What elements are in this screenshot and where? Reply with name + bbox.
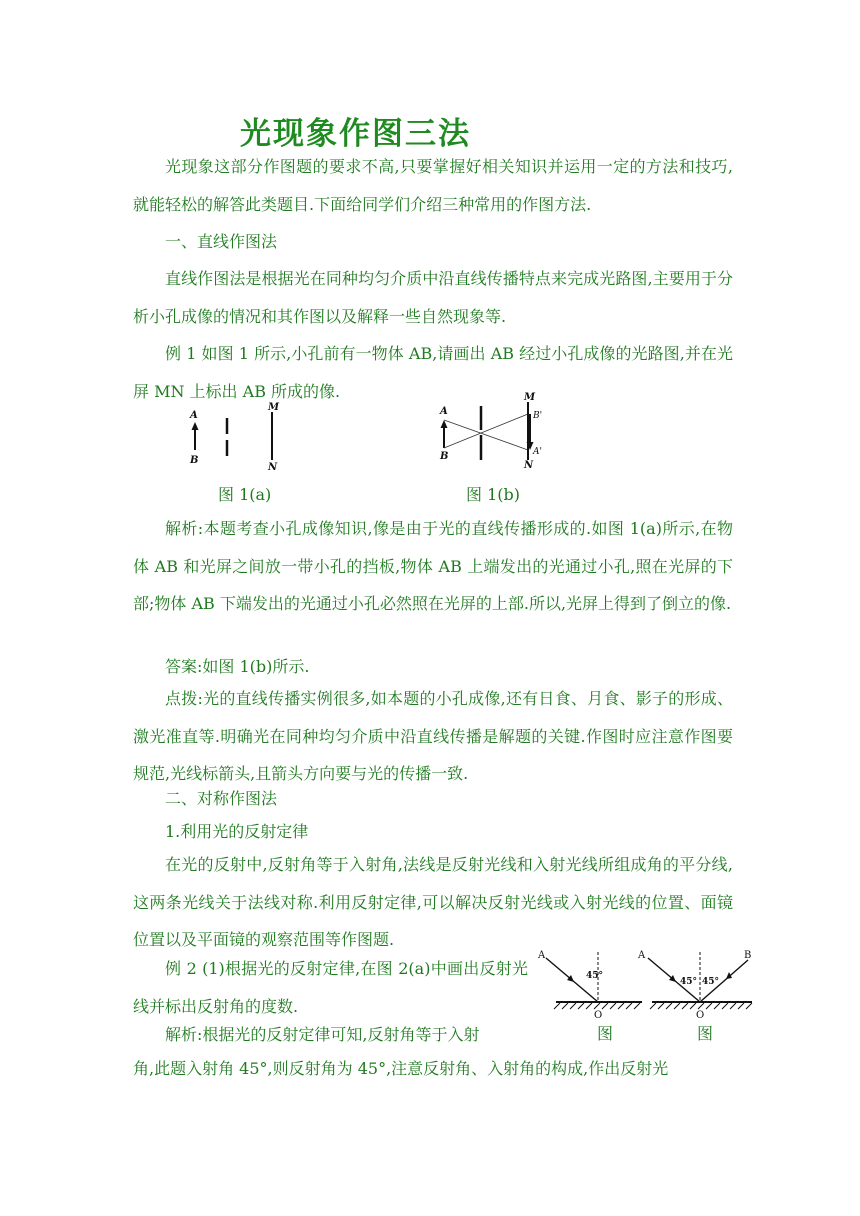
label-A: A <box>538 950 546 961</box>
intro-paragraph: 光现象这部分作图题的要求不高,只要掌握好相关知识并运用一定的方法和技巧,就能轻松的解答此类题目.下面给同学们介绍三种常用的作图方法. <box>133 157 733 214</box>
example1-text: 例 1 如图 1 所示,小孔前有一物体 AB,请画出 AB 经过小孔成像的光路图,并在光屏 MN 上标出 AB 所成的像. <box>133 344 733 401</box>
label-B: B <box>440 451 449 462</box>
section2-heading: 二、对称作图法 <box>165 789 278 808</box>
label-B-prime: B' <box>533 411 543 421</box>
figure-1b-caption: 图 1(b) <box>466 485 520 504</box>
figure-1a-caption: 图 1(a) <box>218 485 272 504</box>
tip1-paragraph: 点拨:光的直线传播实例很多,如本题的小孔成像,还有日食、月食、影子的形成、激光准直等.明确光在同种均匀介质中沿直线传播是解题的关键.作图时应注意作图要规范,光线标箭头,且箭头方向要与光的传播一致. <box>133 689 733 783</box>
label-O: O <box>696 1010 705 1020</box>
analysis2-line1: 解析:根据光的反射定律可知,反射角等于入射 <box>165 1025 480 1044</box>
label-N: N <box>524 460 534 471</box>
label-A-prime: A' <box>533 447 542 457</box>
analysis1-paragraph: 解析:本题考查小孔成像知识,像是由于光的直线传播形成的.如图 1(a)所示,在物体 AB 和光屏之间放一带小孔的挡板,物体 AB 上端发出的光通过小孔,照在光屏的下部;物体 AB 下端发出的光通过小孔必然照在光屏的上部.所以,光屏上得到了倒立的像. <box>133 519 733 613</box>
ray-A-to-A-prime <box>444 420 528 450</box>
label-B: B <box>190 455 199 466</box>
figure-2b <box>634 946 760 1020</box>
section2-description: 在光的反射中,反射角等于入射角,法线是反射光线和入射光线所组成角的平分线,这两条光线关于法线对称.利用反射定律,可以解决反射光线或入射光线的位置、面镜位置以及平面镜的观察范围等作图题. <box>133 855 733 949</box>
answer1-text: 答案:如图 1(b)所示. <box>165 657 310 676</box>
analysis2-line2: 角,此题入射角 45°,则反射角为 45°,注意反射角、入射角的构成,作出反射光 <box>133 1059 669 1078</box>
label-O: O <box>594 1010 603 1020</box>
figure-1a <box>180 396 290 472</box>
mirror-hatching <box>554 1003 640 1009</box>
page-title: 光现象作图三法 <box>240 116 471 152</box>
section1-description: 直线作图法是根据光在同种均匀介质中沿直线传播特点来完成光路图,主要用于分析小孔成像的情况和其作图以及解释一些自然现象等. <box>133 269 733 326</box>
figure-2b-caption: 图 <box>697 1024 714 1043</box>
label-A: A <box>440 406 448 417</box>
label-A: A <box>190 410 198 421</box>
figure-1b <box>436 388 556 472</box>
object-arrowhead <box>192 422 199 430</box>
incident-angle-label: 45° <box>680 977 698 987</box>
reflection-angle-label: 45° <box>702 977 720 987</box>
mirror-hatching <box>650 1003 752 1009</box>
example2-text: 例 2 (1)根据光的反射定律,在图 2(a)中画出反射光线并标出反射角的度数. <box>133 959 528 1016</box>
angle-label: 45° <box>586 971 604 981</box>
figure-2a-caption: 图 <box>597 1024 614 1043</box>
label-A: A <box>638 950 646 961</box>
ray-B-to-B-prime <box>444 414 528 448</box>
label-M: M <box>524 392 536 403</box>
section1-heading: 一、直线作图法 <box>165 232 278 251</box>
label-N: N <box>268 462 278 472</box>
label-M: M <box>268 402 280 413</box>
section2-subheading: 1.利用光的反射定律 <box>165 822 309 841</box>
label-B: B <box>744 950 752 961</box>
